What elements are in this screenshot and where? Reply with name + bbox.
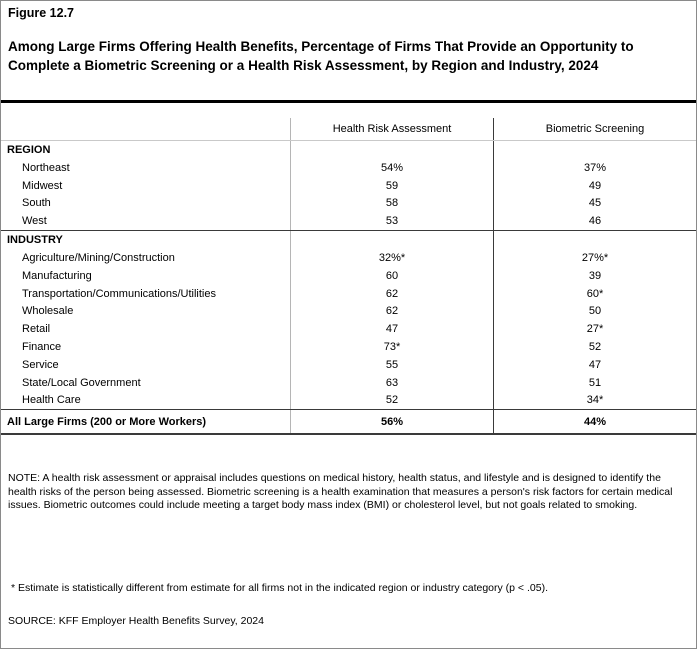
data-table bbox=[1, 118, 696, 435]
value-cell: 56% bbox=[290, 410, 493, 433]
value-cell: 62 bbox=[290, 303, 493, 321]
table-row-northeast bbox=[1, 159, 696, 177]
value-cell: 60 bbox=[290, 267, 493, 285]
value-cell: 52 bbox=[290, 392, 493, 410]
table-row-service bbox=[1, 356, 696, 374]
value-cell: 50 bbox=[493, 303, 696, 321]
value-cell: 46 bbox=[493, 212, 696, 230]
title-block bbox=[1, 1, 696, 100]
value-cell: 34* bbox=[493, 392, 696, 410]
table-row-transportation-communications-utilities bbox=[1, 285, 696, 303]
table-row-health-care bbox=[1, 392, 696, 410]
table-section-row-industry bbox=[1, 230, 696, 249]
row-label: South bbox=[22, 197, 51, 210]
table-row-all-large-firms-total bbox=[1, 409, 696, 435]
value-cell: 47 bbox=[493, 356, 696, 374]
column-header-health-risk-assessment: Health Risk Assessment bbox=[290, 118, 493, 140]
row-label: Service bbox=[22, 358, 59, 371]
note-text: NOTE: A health risk assessment or appraisal includes questions on medical history, health status, and lifestyle and is designed to identify the health risks of the person being assessed. Biometric screening is a health examination that measures a person's risk factors for certain medical issues. Biometric outcomes could include meeting a target body mass index (BMI) or cholesterol level, but not goals related to smoking. bbox=[8, 472, 673, 512]
value-cell: 52 bbox=[493, 338, 696, 356]
significance-footnote: * Estimate is statistically different from estimate for all firms not in the indicated region or industry category (p < .05). bbox=[11, 581, 548, 594]
value-cell: 59 bbox=[290, 177, 493, 195]
value-cell bbox=[493, 231, 696, 249]
row-label: Manufacturing bbox=[22, 269, 92, 282]
row-label: Northeast bbox=[22, 161, 70, 174]
row-label: Agriculture/Mining/Construction bbox=[22, 252, 175, 265]
table-row-wholesale bbox=[1, 303, 696, 321]
table-row-manufacturing bbox=[1, 267, 696, 285]
row-label: Transportation/Communications/Utilities bbox=[22, 287, 216, 300]
value-cell: 60* bbox=[493, 285, 696, 303]
row-label: West bbox=[22, 215, 47, 228]
title-divider-rule bbox=[1, 100, 696, 103]
source-line: SOURCE: KFF Employer Health Benefits Survey, 2024 bbox=[8, 614, 264, 627]
value-cell: 49 bbox=[493, 177, 696, 195]
table-row-midwest bbox=[1, 177, 696, 195]
table-row-agriculture-mining-construction bbox=[1, 249, 696, 267]
value-cell: 44% bbox=[493, 410, 696, 433]
value-cell bbox=[493, 141, 696, 159]
value-cell: 55 bbox=[290, 356, 493, 374]
value-cell: 47 bbox=[290, 320, 493, 338]
value-cell: 51 bbox=[493, 374, 696, 392]
total-label: All Large Firms (200 or More Workers) bbox=[7, 415, 207, 428]
value-cell bbox=[290, 141, 493, 159]
table-section-row-region bbox=[1, 141, 696, 159]
figure-title: Among Large Firms Offering Health Benefits, Percentage of Firms That Provide an Opportunity to Complete a Biometric Screening or a Health Risk Assessment, by Region and Industry, 2024 bbox=[8, 39, 634, 74]
row-label: Retail bbox=[22, 323, 51, 336]
table-row-west bbox=[1, 212, 696, 230]
table-row-state-local-government bbox=[1, 374, 696, 392]
column-header-biometric-screening: Biometric Screening bbox=[493, 118, 696, 140]
row-label: Finance bbox=[22, 341, 62, 354]
value-cell: 27* bbox=[493, 320, 696, 338]
table-row-finance bbox=[1, 338, 696, 356]
value-cell: 37% bbox=[493, 159, 696, 177]
value-cell: 53 bbox=[290, 212, 493, 230]
value-cell bbox=[290, 231, 493, 249]
value-cell: 39 bbox=[493, 267, 696, 285]
value-cell: 62 bbox=[290, 285, 493, 303]
header-empty-cell bbox=[1, 118, 290, 140]
section-label: INDUSTRY bbox=[7, 234, 63, 247]
table-header-row bbox=[1, 118, 696, 141]
value-cell: 63 bbox=[290, 374, 493, 392]
table-row-south bbox=[1, 195, 696, 213]
value-cell: 45 bbox=[493, 195, 696, 213]
row-label: Wholesale bbox=[22, 305, 74, 318]
table-row-retail bbox=[1, 320, 696, 338]
row-label: Health Care bbox=[22, 394, 81, 407]
value-cell: 58 bbox=[290, 195, 493, 213]
figure-number: Figure 12.7 bbox=[8, 6, 74, 20]
section-label: REGION bbox=[7, 144, 51, 156]
row-label: Midwest bbox=[22, 179, 63, 192]
value-cell: 27%* bbox=[493, 249, 696, 267]
value-cell: 32%* bbox=[290, 249, 493, 267]
value-cell: 54% bbox=[290, 159, 493, 177]
row-label: State/Local Government bbox=[22, 376, 141, 389]
value-cell: 73* bbox=[290, 338, 493, 356]
